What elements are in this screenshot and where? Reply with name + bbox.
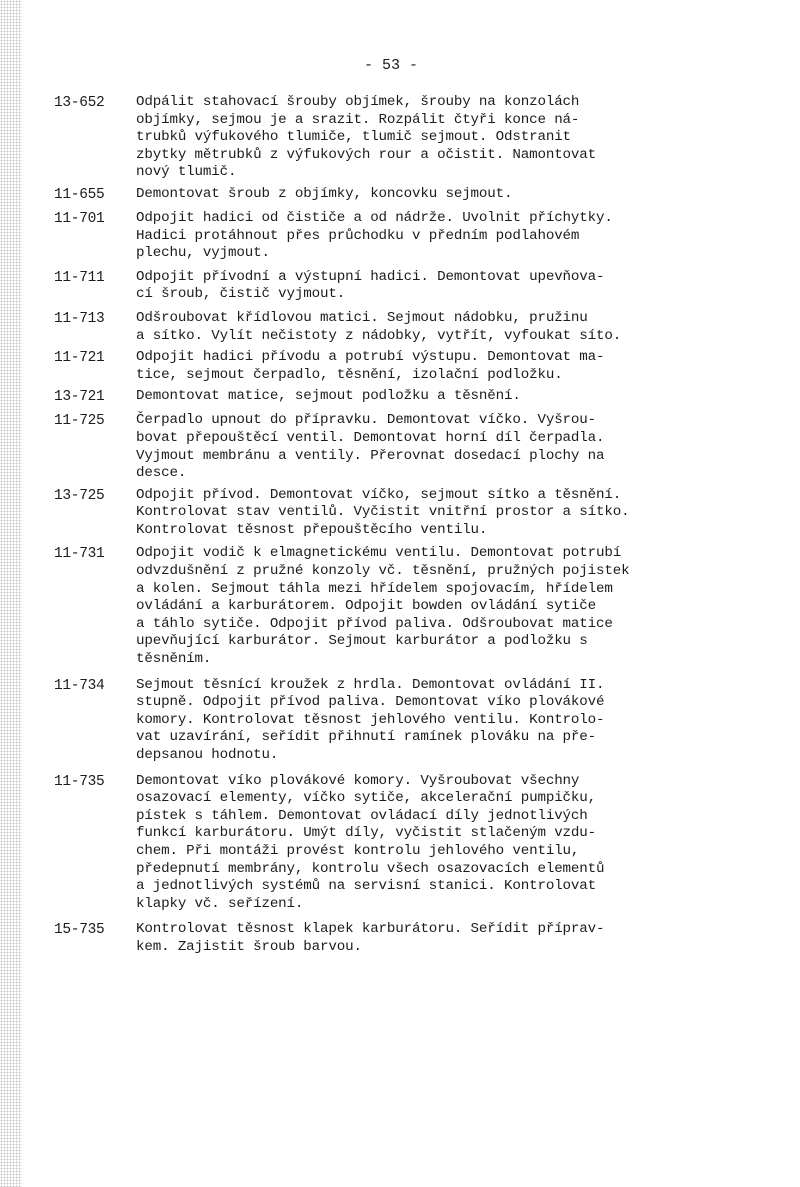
description-line: Odpojit hadici od čističe a od nádrže. Uvolnit příchytky. xyxy=(136,209,613,226)
description-line: Vyjmout membránu a ventily. Přerovnat dosedací plochy na xyxy=(136,447,605,464)
description-line: Demontovat matice, sejmout podložku a těsnění. xyxy=(136,388,521,405)
procedure-entry xyxy=(54,94,774,182)
operation-code: 11-731 xyxy=(54,546,105,563)
description-line: upevňující karburátor. Sejmout karburátor a podložku s xyxy=(136,633,588,650)
operation-code: 13-725 xyxy=(54,487,105,504)
operation-description xyxy=(136,349,774,384)
description-line: desce. xyxy=(136,465,187,482)
description-line: Hadici protáhnout přes průchodku v předním podlahovém xyxy=(136,227,580,244)
operation-code: 11-734 xyxy=(54,677,105,694)
procedure-entry xyxy=(54,412,774,482)
description-line: vat uzavírání, seřídit přihnutí ramínek plováku na pře- xyxy=(136,729,597,746)
operation-description xyxy=(136,677,774,765)
description-line: a jednotlivých systémů na servisní stanici. Kontrolovat xyxy=(136,878,597,895)
description-line: Odpojit vodič k elmagnetickému ventilu. Demontovat potrubí xyxy=(136,545,622,562)
operation-description xyxy=(136,487,774,540)
operation-description xyxy=(136,545,774,668)
description-line: plechu, vyjmout. xyxy=(136,245,270,262)
operation-code: 13-652 xyxy=(54,95,105,111)
procedure-list xyxy=(54,94,774,957)
description-line: depsanou hodnotu. xyxy=(136,747,279,763)
description-line: Kontrolovat těsnost přepouštěcího ventilu. xyxy=(136,521,488,538)
description-line: stupně. Odpojit přívod paliva. Demontovat víko plovákové xyxy=(136,694,605,711)
description-line: předepnutí membrány, kontrolu všech osazovacích elementů xyxy=(136,860,605,877)
description-line: a táhlo sytiče. Odpojit přívod paliva. Odšroubovat matice xyxy=(136,615,613,632)
operation-description xyxy=(136,412,774,482)
description-line: kem. Zajistit šroub barvou. xyxy=(136,938,362,955)
description-line: tice, sejmout čerpadlo, těsnění, izolační podložku. xyxy=(136,366,563,383)
scan-edge-shading xyxy=(0,0,22,1187)
description-line: Demontovat šroub z objímky, koncovku sejmout. xyxy=(136,185,513,202)
procedure-entry xyxy=(54,773,774,914)
procedure-entry xyxy=(54,310,774,345)
description-line: klapky vč. seřízení. xyxy=(136,895,304,912)
procedure-entry xyxy=(54,388,774,406)
operation-code: 13-721 xyxy=(54,389,105,406)
operation-description xyxy=(136,921,774,956)
operation-code: 15-735 xyxy=(54,922,105,939)
operation-description xyxy=(136,388,774,406)
operation-description xyxy=(136,773,774,914)
description-line: chem. Při montáži provést kontrolu jehlového ventilu, xyxy=(136,842,580,859)
operation-code: 11-721 xyxy=(54,350,105,367)
procedure-entry xyxy=(54,545,774,668)
procedure-entry xyxy=(54,349,774,384)
operation-code: 11-701 xyxy=(54,210,105,227)
description-line: těsněním. xyxy=(136,651,212,668)
description-line: zbytky mětrubků z výfukových rour a očistit. Namontovat xyxy=(136,146,597,163)
description-line: a kolen. Sejmout táhla mezi hřídelem spojovacím, hřídelem xyxy=(136,580,613,597)
description-line: bovat přepouštěcí ventil. Demontovat horní díl čerpadla. xyxy=(136,429,605,446)
description-line: pístek s táhlem. Demontovat ovládací díly jednotlivých xyxy=(136,807,588,824)
description-line: a sítko. Vylít nečistoty z nádobky, vytřít, vyfoukat síto. xyxy=(136,327,622,344)
operation-code: 11-655 xyxy=(54,186,105,203)
procedure-entry xyxy=(54,269,774,304)
procedure-entry xyxy=(54,921,774,956)
procedure-entry xyxy=(54,186,774,204)
description-line: Odpojit přívod. Demontovat víčko, sejmout sítko a těsnění. xyxy=(136,486,622,503)
operation-code: 11-713 xyxy=(54,310,105,327)
description-line: cí šroub, čistič vyjmout. xyxy=(136,286,346,303)
description-line: funkcí karburátoru. Umýt díly, vyčistit stlačeným vzdu- xyxy=(136,825,597,842)
description-line: Odpojit hadici přívodu a potrubí výstupu. Demontovat ma- xyxy=(136,349,605,366)
description-line: ovládání a karburátorem. Odpojit bowden ovládání sytiče xyxy=(136,598,597,615)
operation-code: 11-735 xyxy=(54,773,105,790)
description-line: Odšroubovat křídlovou matici. Sejmout nádobku, pružinu xyxy=(136,309,588,326)
description-line: Kontrolovat těsnost klapek karburátoru. Seřídit příprav- xyxy=(136,921,605,938)
description-line: trubků výfukového tlumiče, tlumič sejmout. Odstranit xyxy=(136,129,571,146)
operation-description xyxy=(136,210,774,263)
operation-code: 11-725 xyxy=(54,413,105,430)
description-line: komory. Kontrolovat těsnost jehlového ventilu. Kontrolo- xyxy=(136,711,605,728)
description-line: osazovací elementy, víčko sytiče, akcelerační pumpičku, xyxy=(136,790,597,807)
description-line: Kontrolovat stav ventilů. Vyčistit vnitřní prostor a sítko. xyxy=(136,504,630,521)
procedure-entry xyxy=(54,210,774,263)
description-line: odvzdušnění z pružné konzoly vč. těsnění, pružných pojistek xyxy=(136,563,630,580)
procedure-entry xyxy=(54,677,774,765)
description-line: Čerpadlo upnout do přípravku. Demontovat víčko. Vyšrou- xyxy=(136,412,597,429)
operation-description xyxy=(136,269,774,304)
operation-description xyxy=(136,186,774,204)
procedure-entry xyxy=(54,487,774,540)
description-line: objímky, sejmou je a srazit. Rozpálit čtyři konce ná- xyxy=(136,111,580,128)
operation-description xyxy=(136,310,774,345)
page-number: - 53 - xyxy=(363,57,418,74)
description-line: Sejmout těsnící kroužek z hrdla. Demontovat ovládání II. xyxy=(136,676,605,693)
operation-code: 11-711 xyxy=(54,269,105,286)
description-line: nový tlumič. xyxy=(136,164,237,181)
description-line: Odpojit přívodní a výstupní hadici. Demontovat upevňova- xyxy=(136,268,605,285)
description-line: Odpálit stahovací šrouby objímek, šrouby na konzolách xyxy=(136,94,580,110)
operation-description xyxy=(136,94,774,182)
description-line: Demontovat víko plovákové komory. Vyšroubovat všechny xyxy=(136,772,580,789)
